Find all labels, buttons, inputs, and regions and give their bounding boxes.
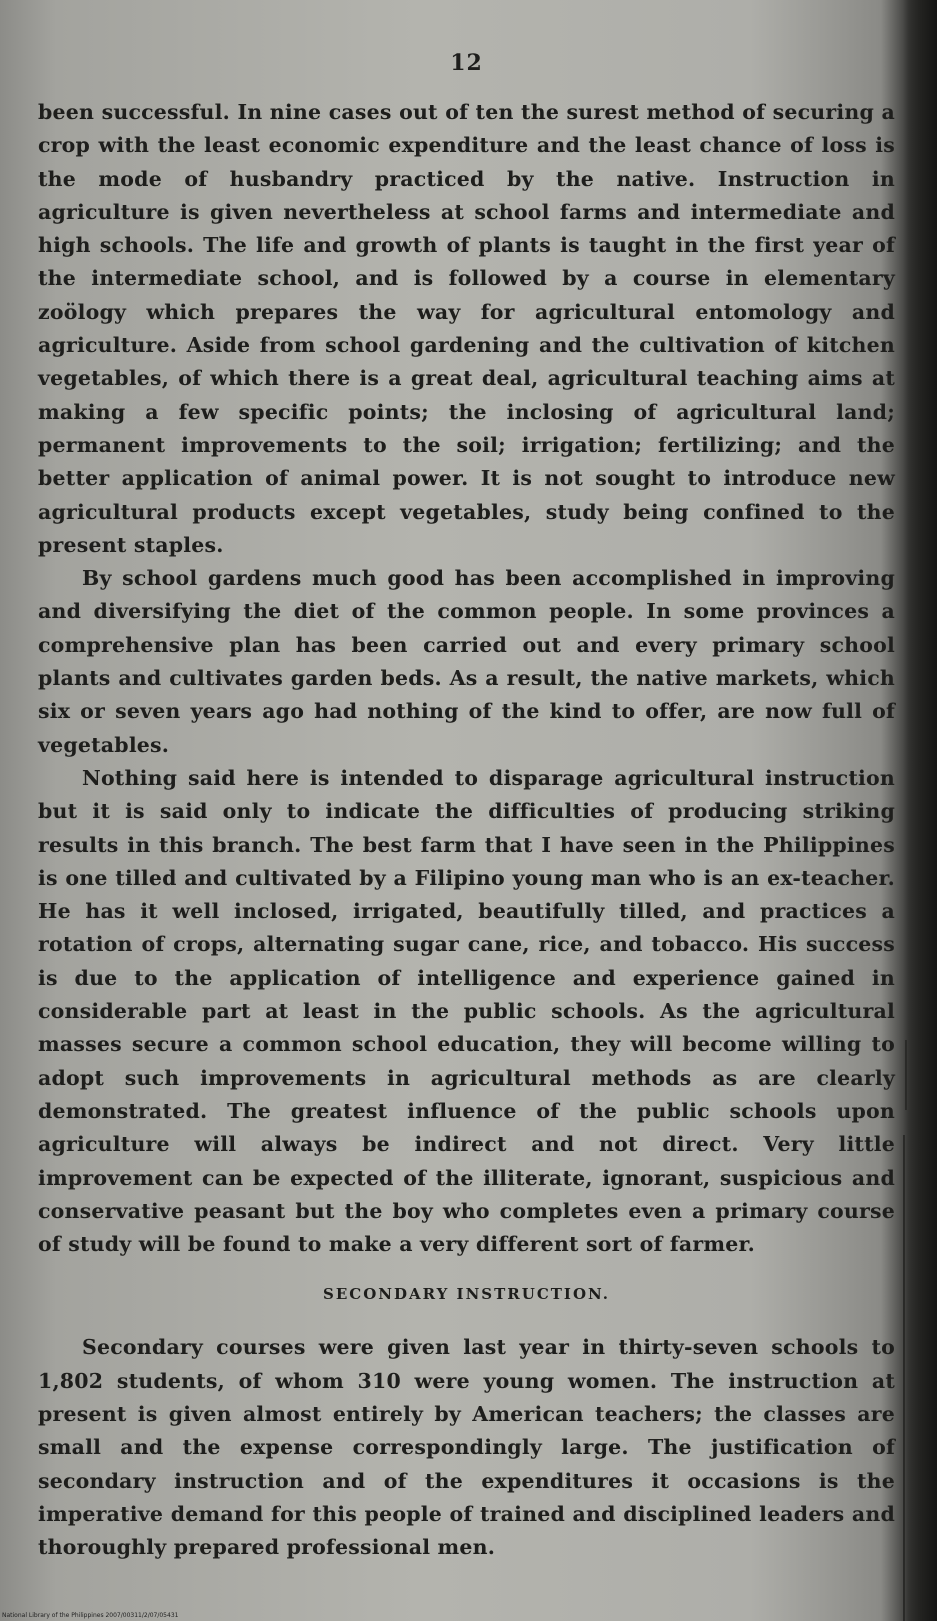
paragraph-school-gardens: By school gardens much good has been accomplished in improving and diversifying the diet of the common people. In some provinces a comprehensive plan has been carried out and every primary school plants and cultivates garden beds. As a result, the native markets, which six or seven years ago had nothing of the kind to offer, are now full of vegetables.: [38, 566, 895, 757]
page-number: 12: [450, 50, 483, 76]
margin-line: [903, 1135, 905, 1621]
section-heading: SECONDARY INSTRUCTION.: [323, 1285, 610, 1304]
archive-stamp: National Library of the Philippines 2007/00311/2/07/05431: [2, 1612, 179, 1619]
paragraph-agriculture-instruction: been successful. In nine cases out of ten the surest method of securing a crop with the least economic expenditure and the least chance of loss is the mode of husbandry practiced by the native. Instruction in agriculture is given nevertheless at school farms and intermediate and high schools. The life and growth of plants is taught in the first year of the intermediate school, and is followed by a course in elementary zoölogy which prepares the way for agricultural entomology and agriculture. Aside from school gardening and the cultivation of kitchen vegetables, of which there is a great deal, agricultural teaching aims at making a few specific points; the inclosing of agricultural land; permanent improvements to the soil; irrigation; fertilizing; and the better application of animal power. It is not sought to introduce new agricultural products except vegetables, study being confined to the present staples.: [38, 100, 895, 557]
paragraph-farm-example: Nothing said here is intended to disparage agricultural instruction but it is said only to indicate the difficulties of producing striking results in this branch. The best farm that I have seen in the Philippines is one tilled and cultivated by a Filipino young man who is an ex-teacher. He has it well inclosed, irrigated, beautifully tilled, and practices a rotation of crops, alternating sugar cane, rice, and tobacco. His success is due to the application of intelligence and experience gained in considerable part at least in the public schools. As the agricultural masses secure a common school education, they will become willing to adopt such improvements in agricultural methods as are clearly demonstrated. The greatest influence of the public schools upon agriculture will always be indirect and not direct. Very little improvement can be expected of the illiterate, ignorant, suspicious and conservative peasant but the boy who completes even a primary course of study will be found to make a very different sort of farmer.: [38, 765, 895, 1257]
paragraph-secondary-instruction: Secondary courses were given last year in thirty-seven schools to 1,802 students, of whom 310 were young women. The instruction at present is given almost entirely by American teachers; the classes are small and the expense correspondingly large. The justification of secondary instruction and of the expenditures it occasions is the imperative demand for this people of trained and disciplined leaders and thoroughly prepared professional men.: [38, 1335, 895, 1560]
margin-mark: [905, 1040, 907, 1110]
binding-shadow: [903, 0, 937, 1621]
page-body: [38, 50, 895, 1564]
